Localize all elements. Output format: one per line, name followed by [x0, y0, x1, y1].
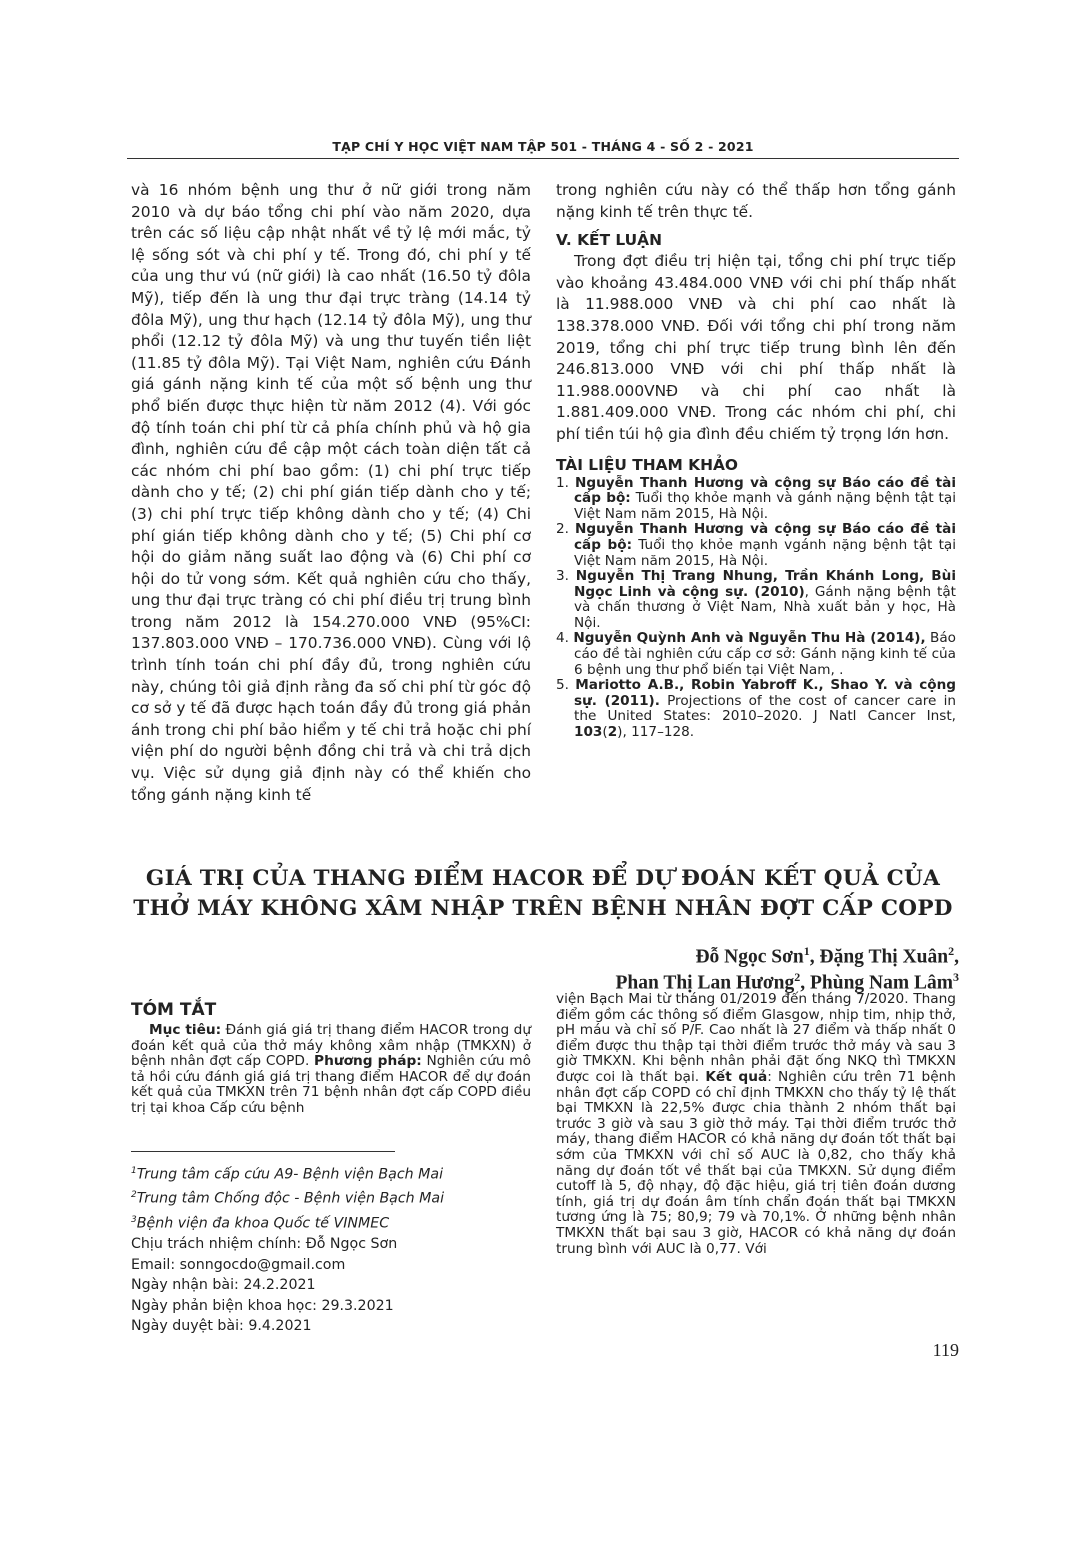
corresponding-author: Chịu trách nhiệm chính: Đỗ Ngọc Sơn — [131, 1235, 398, 1252]
reference-item: 4. Nguyễn Quỳnh Anh và Nguyễn Thu Hà (2014), Báo cáo đề tài nghiên cứu cấp cơ sở: Gánh nặng kinh tế của 6 bệnh ung thư phổ biến tại Việt Nam, . — [556, 630, 956, 678]
left-paragraph: và 16 nhóm bệnh ung thư ở nữ giới trong năm 2010 và dự báo tổng chi phí vào năm 2020, dựa trên các số liệu cập nhật nhất về tỷ lệ mới mắc, tỷ lệ sống sót và chi phí y tế. Trong đó, chi phí y tế của ung thư vú (nữ giới) là cao nhất (16.50 tỷ đôla Mỹ), tiếp đến là ung thư đại trực tràng (14.14 tỷ đôla Mỹ), ung thư hạch (12.14 tỷ đôla Mỹ), ung thư phổi (12.12 tỷ đôla Mỹ) và ung thư tuyến tiền liệt (11.85 tỷ đôla Mỹ). Tại Việt Nam, nghiên cứu Đánh giá gánh nặng kinh tế của một số bệnh ung thư phổ biến được thực hiện từ năm 2012 (4). Với góc độ tính toán chi phí từ cả phía chính phủ và hộ gia đình, nghiên cứu đề cập một cách toàn diện tất cả các nhóm chi phí bao gồm: (1) chi phí trực tiếp dành cho y tế; (2) chi phí gián tiếp dành cho y tế; (3) chi phí trực tiếp không dành cho y tế; (4) Chi phí gián tiếp không dành cho y tế; (5) Chi phí cơ hội do giảm năng suất lao động và (6) Chi phí cơ hội do tử vong sớm. Kết quả nghiên cứu cho thấy, ung thư đại trực tràng có chi phí điều trị trung bình trong năm 2012 là 154.270.000 VNĐ (95%CI: 137.803.000 VNĐ – 170.736.000 VNĐ). Cùng với lộ trình tính toán chi phí đầy đủ, trong nghiên cứu này, chúng tôi giả định rằng đa số chi phí từ góc độ cơ sở y tế đã được hạch toán đầy đủ trong giá phản ánh trong chi phí bảo hiểm y tế chi trả hoặc chi phí viện phí do người bệnh đồng chi trả và chi trả dịch vụ. Việc sử dụng giả định này có thể khiến cho tổng gánh nặng kinh tế — [131, 181, 531, 804]
abstract-right — [556, 992, 956, 1257]
footnote-rule — [131, 1151, 395, 1152]
page-number: 119 — [932, 1340, 959, 1360]
references-list — [556, 476, 956, 741]
conclusion-text: Trong đợt điều trị hiện tại, tổng chi phí trực tiếp vào khoảng 43.484.000 VNĐ với chi phí thấp nhất là 11.988.000 VNĐ và chi phí cao nhất là 138.378.000 VNĐ. Đối với tổng chi phí trong năm 2019, tổng chi phí trực tiếp trung bình lên đến 246.813.000 VNĐ với chi phí thấp nhất là 11.988.000VNĐ và chi phí cao nhất là 1.881.409.000 VNĐ. Trong các nhóm chi phí, chi phí tiền túi hộ gia đình đều chiếm tỷ trọng lớn hơn. — [556, 252, 956, 443]
abstract-right-text: viện Bạch Mai từ tháng 01/2019 đến tháng 7/2020. Thang điểm gồm các thông số điểm Glasgow, nhịp tim, nhịp thở, pH máu và chỉ số P/F. Cao nhất là 27 điểm và thấp nhất 0 điểm được thu thập tại thời điểm trước thở máy và sau 3 giờ TMKXN. Khi bệnh nhân phải đặt ống NKQ thì TMKXN được coi là thất bại. Kết quả: Nghiên cứu trên 71 bệnh nhân đợt cấp COPD có chỉ định TMKXN cho thấy tỷ lệ thất bại TMKXN là 22,5% được chia thành 2 nhóm thất bại trước 3 giờ và sau 3 giờ thở máy. Tại thời điểm trước thở máy, thang điểm HACOR có khả năng dự đoán tốt thất bại sớm của TMKXN với chỉ số AUC là 0,82, cho thấy khả năng dự đoán tốt về thất bại của TMKXN. Sử dụng điểm cutoff là 5, độ nhạy, độ đặc hiệu, giá trị tiên đoán dương tính, giá trị dự đoán âm tính chẩn đoán thất bại TMKXN tương ứng là 75; 80,9; 79 và 70,1%. Ở những bệnh nhân TMKXN thất bại sau 3 giờ, HACOR có khả năng dự đoán trung bình với AUC là 0,77. Với — [556, 991, 956, 1257]
left-column — [131, 180, 531, 806]
authors-line-2: Phan Thị Lan Hương$^2$, Phùng Nam Lâm$^3$ — [615, 970, 959, 994]
header-rule — [127, 158, 959, 159]
date-received: Ngày nhận bài: 24.2.2021 — [131, 1277, 316, 1294]
reference-item: 2. Nguyễn Thanh Hương và cộng sự Báo cáo đề tài cấp bộ: Tuổi thọ khỏe mạnh vgánh nặng bệnh tật tại Việt Nam năm 2015, Hà Nội. — [556, 521, 957, 569]
date-reviewed: Ngày phản biện khoa học: 29.3.2021 — [131, 1297, 394, 1314]
reference-item: 1. Nguyễn Thanh Hương và cộng sự Báo cáo đề tài cấp bộ: Tuổi thọ khỏe mạnh và gánh nặng bệnh tật tại Việt Nam năm 2015, Hà Nội. — [556, 474, 956, 522]
right-continuation: trong nghiên cứu này có thể thấp hơn tổng gánh nặng kinh tế trên thực tế. — [556, 181, 956, 221]
abstract-heading: TÓM TẮT — [131, 1000, 217, 1020]
date-approved: Ngày duyệt bài: 9.4.2021 — [131, 1318, 312, 1335]
journal-header: TẠP CHÍ Y HỌC VIỆT NAM TẬP 501 - THÁNG 4 - SỐ 2 - 2021 — [332, 139, 754, 154]
abstract-left-text: Mục tiêu: Đánh giá giá trị thang điểm HACOR trong dự đoán kết quả của thở máy không xâm nhập (TMKXN) ở bệnh nhân đợt cấp COPD. Phương pháp: Nghiên cứu mô tả hồi cứu đánh giá giá trị thang điểm HACOR để dự đoán kết quả của TMKXN trên 71 bệnh nhân đợt cấp COPD điều trị tại khoa Cấp cứu bệnh — [131, 1022, 532, 1116]
footnotes — [131, 1161, 531, 1337]
reference-item: 5. Mariotto A.B., Robin Yabroff K., Shao Y. và cộng sự. (2011). Projections of the cost of cancer care in the United States: 2010–2020. J Natl Cancer Inst, 103(2), 117–128. — [556, 677, 956, 741]
abstract-left — [131, 1000, 531, 1117]
article-title-line-2: THỞ MÁY KHÔNG XÂM NHẬP TRÊN BỆNH NHÂN ĐỢT CẤP COPD — [133, 896, 953, 921]
article-title-line-1: GIÁ TRỊ CỦA THANG ĐIỂM HACOR ĐỂ DỰ ĐOÁN KẾT QUẢ CỦA — [145, 866, 941, 891]
affiliation-2: $^2$Trung tâm Chống độc - Bệnh viện Bạch Mai — [131, 1190, 445, 1208]
author-email: Email: sonngocdo@gmail.com — [131, 1256, 346, 1273]
affiliation-1: $^1$Trung tâm cấp cứu A9- Bệnh viện Bạch Mai — [131, 1166, 444, 1183]
conclusion-heading: V. KẾT LUẬN — [556, 231, 662, 250]
affiliation-3: $^3$Bệnh viện đa khoa Quốc tế VINMEC — [131, 1214, 390, 1232]
references-heading: TÀI LIỆU THAM KHẢO — [556, 455, 738, 474]
authors-line-1: Đỗ Ngọc Sơn$^1$, Đặng Thị Xuân$^2$, — [695, 944, 959, 968]
reference-item: 3. Nguyễn Thị Trang Nhung, Trần Khánh Long, Bùi Ngọc Linh và cộng sự. (2010), Gánh nặng bệnh tật và chấn thương ở Việt Nam, Nhà xuất bản y học, Hà Nội. — [556, 568, 957, 631]
right-column — [556, 180, 956, 741]
